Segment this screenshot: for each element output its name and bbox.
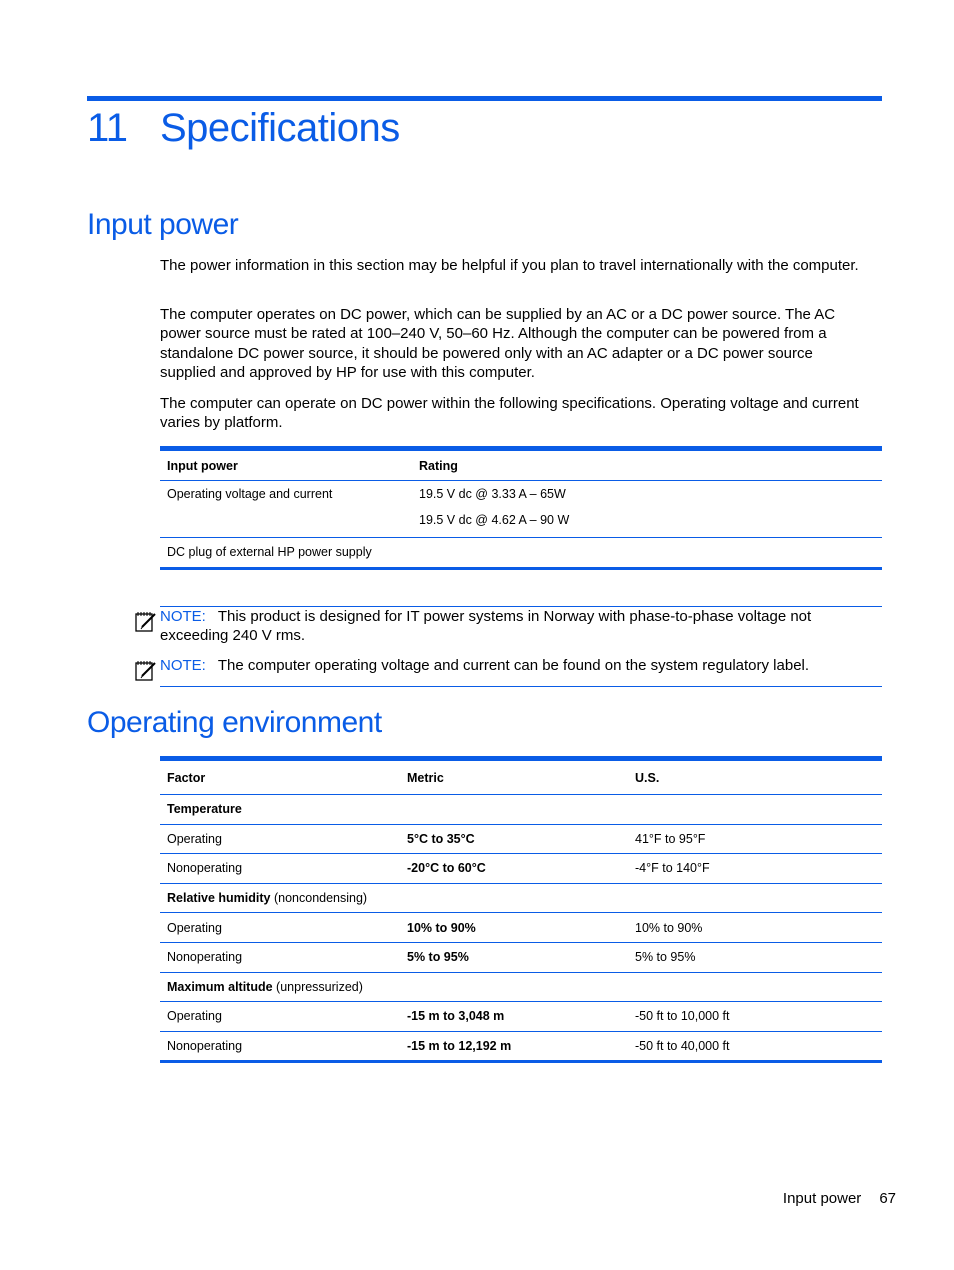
operating-environment-table (160, 756, 882, 1063)
us-cell: 41°F to 95°F (628, 824, 882, 854)
table-row (160, 824, 882, 854)
column-header: Metric (400, 759, 628, 795)
table-group-row (160, 972, 882, 1002)
footer-section: Input power (782, 1190, 862, 1207)
chapter-title (87, 106, 400, 151)
note-text: The computer operating voltage and current can be found on the system regulatory label. (217, 657, 810, 674)
column-header: Rating (412, 449, 882, 481)
note-2 (160, 656, 882, 675)
table-header-row (160, 449, 882, 481)
row-label: DC plug of external HP power supply (167, 545, 372, 560)
factor-cell: Nonoperating (167, 1039, 243, 1054)
page-number: 67 (879, 1190, 896, 1207)
rating-value: 19.5 V dc @ 4.62 A – 90 W (419, 513, 570, 527)
us-cell: 10% to 90% (628, 913, 882, 943)
group-suffix: (noncondensing) (270, 891, 368, 906)
metric-cell: 10% to 90% (400, 913, 628, 943)
chapter-rule (87, 96, 882, 101)
table-row (160, 854, 882, 884)
chapter-number: 11 (87, 106, 128, 150)
note-1 (160, 607, 882, 646)
input-power-paragraph-3: The computer can operate on DC power within the following specifications. Operating voltage and current varies by platform. (160, 395, 859, 432)
us-cell: 5% to 95% (628, 942, 882, 972)
group-label-cell (160, 972, 882, 1002)
input-power-paragraph-2: The computer operates on DC power, which can be supplied by an AC or a DC power source. The AC power source must be rated at 100–240 V, 50–60 Hz. Although the computer can be powered from a standalone DC power source, it should be powered only with an AC adapter or a DC power source supplied and approved by HP for use with this computer. (160, 306, 836, 382)
group-label: Relative humidity (167, 891, 271, 906)
factor-cell: Nonoperating (160, 854, 400, 884)
us-cell: -50 ft to 40,000 ft (635, 1039, 730, 1054)
metric-cell: 5% to 95% (400, 942, 628, 972)
column-header: Factor (160, 759, 400, 795)
column-header: U.S. (628, 759, 882, 795)
group-suffix: (unpressurized) (272, 979, 363, 994)
table-row (160, 538, 882, 569)
rating-value: 19.5 V dc @ 3.33 A – 65W (419, 487, 566, 501)
note-label: NOTE: (160, 608, 206, 625)
note-pad-pencil-icon (134, 609, 158, 633)
note-bottom-rule (160, 686, 882, 687)
operating-environment-heading: Operating environment (87, 706, 382, 739)
us-cell: -4°F to 140°F (628, 854, 882, 884)
input-power-table (160, 446, 882, 570)
metric-cell: 5°C to 35°C (400, 824, 628, 854)
note-label: NOTE: (160, 657, 206, 674)
metric-cell: -20°C to 60°C (400, 854, 628, 884)
factor-cell: Nonoperating (160, 942, 400, 972)
us-cell: -50 ft to 10,000 ft (628, 1002, 882, 1032)
table-row (160, 1031, 882, 1062)
group-label: Maximum altitude (167, 979, 273, 994)
group-label-cell (160, 883, 882, 913)
group-label: Temperature (160, 795, 882, 825)
rating-cell (412, 481, 882, 538)
page-footer (783, 1190, 896, 1207)
row-label: Operating voltage and current (160, 481, 412, 538)
factor-cell: Operating (160, 913, 400, 943)
column-header: Input power (160, 449, 412, 481)
empty-cell (412, 538, 882, 569)
metric-cell: -15 m to 12,192 m (407, 1039, 512, 1054)
factor-cell: Operating (160, 824, 400, 854)
note-text: This product is designed for IT power systems in Norway with phase-to-phase voltage not exceeding 240 V rms. (160, 608, 812, 645)
metric-cell: -15 m to 3,048 m (400, 1002, 628, 1032)
chapter-title-text: Specifications (160, 106, 400, 150)
table-header-row (160, 759, 882, 795)
input-power-paragraph-1: The power information in this section may be helpful if you plan to travel internationally with the computer. (160, 257, 859, 274)
table-row (160, 481, 882, 538)
table-group-row (160, 795, 882, 825)
table-row (160, 1002, 882, 1032)
factor-cell: Operating (160, 1002, 400, 1032)
input-power-heading: Input power (87, 208, 239, 241)
table-row (160, 942, 882, 972)
note-pad-pencil-icon (134, 658, 158, 682)
table-group-row (160, 883, 882, 913)
table-row (160, 913, 882, 943)
